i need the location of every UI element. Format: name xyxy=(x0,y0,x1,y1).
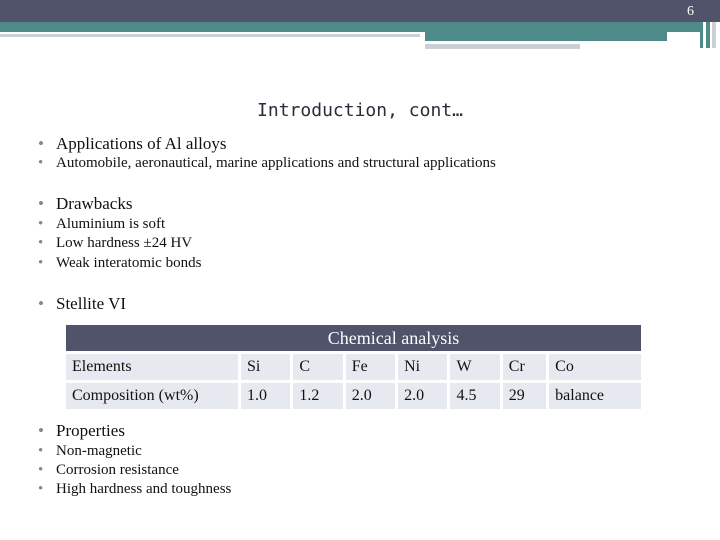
table-row-elements xyxy=(66,353,641,382)
bullet-drawbacks-item-3 xyxy=(38,255,202,272)
bullet-dot: • xyxy=(38,421,44,440)
bullet-dot: • xyxy=(38,294,44,313)
table-cell: 29 xyxy=(501,382,547,410)
bullet-dot: • xyxy=(38,134,44,153)
table-cell: C xyxy=(292,353,344,382)
slide-number: 6 xyxy=(687,4,694,19)
bullet-text: Aluminium is soft xyxy=(56,216,166,232)
edge-stripe-1 xyxy=(700,22,703,48)
accent-stripe xyxy=(0,22,700,32)
bullet-dot: • xyxy=(38,194,44,213)
row-label: Elements xyxy=(66,353,240,382)
bullet-text: Low hardness ±24 HV xyxy=(56,235,193,251)
bullet-text: Weak interatomic bonds xyxy=(56,255,202,271)
edge-stripe-2 xyxy=(706,22,710,48)
table-cell: 4.5 xyxy=(449,382,501,410)
bullet-applications xyxy=(38,134,227,154)
table-cell: Cr xyxy=(501,353,547,382)
bullet-text: Corrosion resistance xyxy=(56,462,179,478)
table-cell: 2.0 xyxy=(397,382,449,410)
table-title xyxy=(66,325,641,353)
table-cell: Co xyxy=(548,353,641,382)
bullet-text: High hardness and toughness xyxy=(56,481,232,497)
bullet-properties-item-1 xyxy=(38,443,142,460)
table-title-text: Chemical analysis xyxy=(327,327,460,348)
table-row-composition xyxy=(66,382,641,410)
table-cell: Fe xyxy=(344,353,396,382)
bullet-properties-item-3 xyxy=(38,481,232,498)
accent-stripe-light xyxy=(425,44,580,49)
bullet-dot: • xyxy=(38,462,44,478)
bullet-text: Stellite VI xyxy=(56,294,127,313)
table-cell: 1.2 xyxy=(292,382,344,410)
bullet-text: Automobile, aeronautical, marine applications and structural applications xyxy=(56,155,496,171)
bullet-text: Drawbacks xyxy=(56,194,133,213)
bullet-dot: • xyxy=(38,155,44,171)
table-header-row xyxy=(66,325,641,353)
table-cell: balance xyxy=(548,382,641,410)
bullet-applications-item xyxy=(38,155,496,172)
table-cell: W xyxy=(449,353,501,382)
bullet-dot: • xyxy=(38,235,44,251)
bullet-text: Applications of Al alloys xyxy=(56,134,227,153)
table-cell: Ni xyxy=(397,353,449,382)
bullet-drawbacks xyxy=(38,194,133,214)
chemical-analysis-table xyxy=(66,325,641,409)
bullet-dot: • xyxy=(38,216,44,232)
bullet-dot: • xyxy=(38,255,44,271)
top-bar xyxy=(0,0,720,22)
bullet-stellite xyxy=(38,294,127,314)
row-label: Composition (wt%) xyxy=(66,382,240,410)
bullet-dot: • xyxy=(38,443,44,459)
bullet-text: Properties xyxy=(56,421,125,440)
bullet-drawbacks-item-2 xyxy=(38,235,193,252)
accent-stripe-short xyxy=(425,32,667,41)
bullet-properties xyxy=(38,421,125,441)
bullet-properties-item-2 xyxy=(38,462,179,479)
slide-title: Introduction, cont… xyxy=(257,100,463,121)
bullet-text: Non-magnetic xyxy=(56,443,142,459)
bullet-dot: • xyxy=(38,481,44,497)
bullet-drawbacks-item-1 xyxy=(38,216,166,233)
table-cell: 2.0 xyxy=(344,382,396,410)
edge-stripe-3 xyxy=(712,22,716,48)
table-cell: Si xyxy=(240,353,292,382)
table-cell: 1.0 xyxy=(240,382,292,410)
accent-stripe-thin xyxy=(0,34,420,37)
